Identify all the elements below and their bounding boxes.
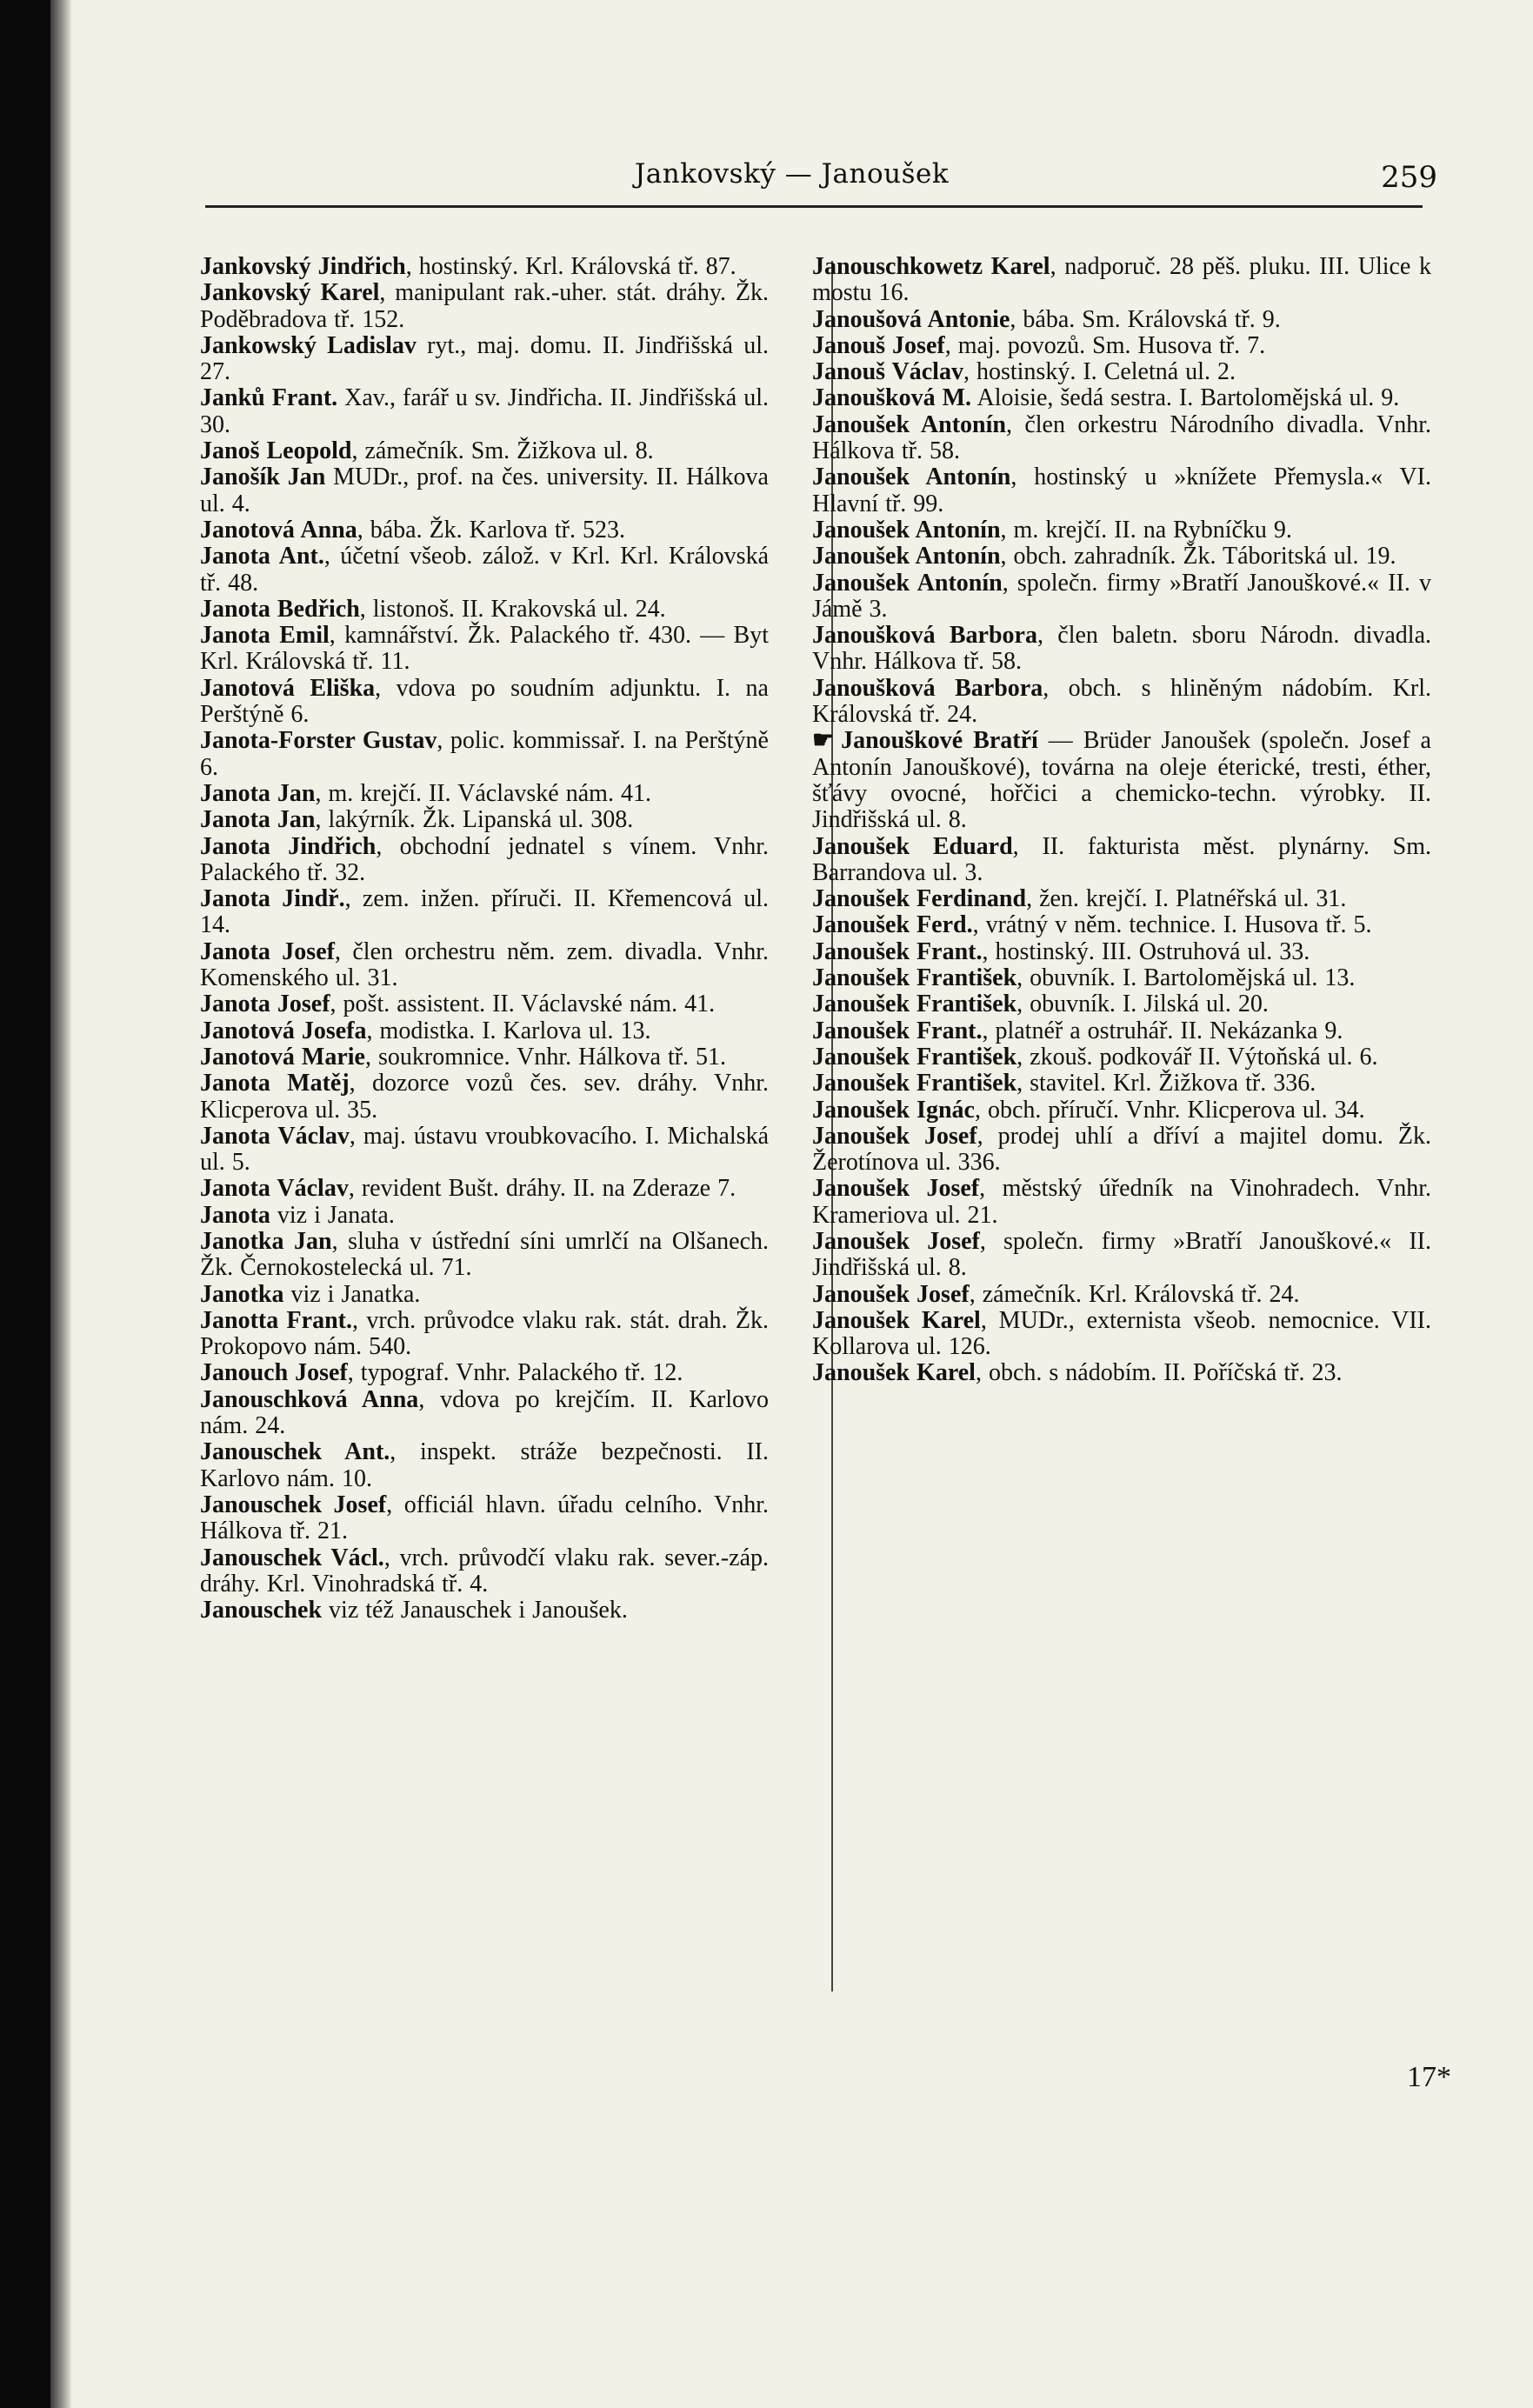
- directory-entry-text: Janotová Eliška, vdova po soudním adjunktu. I. na Perštýně 6.: [200, 674, 769, 729]
- directory-entry: [200, 728, 769, 781]
- directory-entry-text: Janoušová Antonie, bába. Sm. Královská tř. 9.: [812, 305, 1281, 333]
- directory-entry: [200, 1044, 769, 1071]
- directory-entry-text: Janoušek Eduard, II. fakturista měst. plynárny. Sm. Barrandova ul. 3.: [812, 832, 1431, 886]
- directory-entry: [200, 1439, 769, 1492]
- directory-entry: [812, 1018, 1431, 1044]
- directory-entry: [812, 544, 1431, 570]
- directory-entry-text: Janoušek Frant., platnéř a ostruhář. II. Nekázanka 9.: [812, 1017, 1343, 1044]
- directory-entry: [200, 254, 769, 280]
- directory-entry-text: Janoušek Ignác, obch. příručí. Vnhr. Klicperova ul. 34.: [812, 1096, 1365, 1124]
- directory-entry: [200, 886, 769, 939]
- directory-entry-text: Janoš Leopold, zámečník. Sm. Žižkova ul. 8.: [200, 437, 654, 465]
- directory-entry: [200, 280, 769, 333]
- directory-entry-text: Janota Bedřich, listonoš. II. Krakovská ul. 24.: [200, 595, 666, 623]
- directory-entry-text: Janota Jan, lakýrník. Žk. Lipanská ul. 308.: [200, 806, 634, 834]
- directory-entry: [200, 1071, 769, 1124]
- directory-entry: [200, 781, 769, 807]
- directory-entry: [812, 464, 1431, 517]
- directory-entry-text: Janoušek František, obuvník. I. Jilská ul. 20.: [812, 991, 1269, 1018]
- directory-entry-text: Janoušek František, obuvník. I. Bartolomějská ul. 13.: [812, 964, 1356, 992]
- directory-entry-text: Janouš Václav, hostinský. I. Celetná ul. 2.: [812, 358, 1236, 386]
- directory-entry: [812, 254, 1431, 307]
- directory-entry: [200, 1229, 769, 1282]
- directory-entry-text: Janota viz i Janata.: [200, 1201, 395, 1229]
- directory-entry: [812, 965, 1431, 991]
- directory-entry-text: Janouš Josef, maj. povozů. Sm. Husova tř. 7.: [812, 331, 1266, 359]
- directory-entry: [812, 676, 1431, 729]
- directory-entry: [200, 544, 769, 597]
- directory-entry-text: Janota Ant., účetní všeob. zálož. v Krl. Krl. Královská tř. 48.: [200, 543, 769, 597]
- directory-entry-text: Janoušek Josef, městský úředník na Vinohradech. Vnhr. Krameriova ul. 21.: [812, 1175, 1431, 1229]
- directory-entry-text: Janotta Frant., vrch. průvodce vlaku rak. stát. drah. Žk. Prokopovo nám. 540.: [200, 1306, 769, 1361]
- directory-entry: [812, 570, 1431, 624]
- directory-entry: [200, 1203, 769, 1229]
- directory-entry: [200, 1124, 769, 1177]
- left-column: [200, 254, 769, 1624]
- right-column: [812, 254, 1431, 1387]
- directory-entry: [200, 1018, 769, 1044]
- directory-entry-text: Janota Matěj, dozorce vozů čes. sev. dráhy. Vnhr. Klicperova ul. 35.: [200, 1070, 769, 1124]
- directory-entry: [812, 728, 1431, 833]
- directory-entry: [812, 517, 1431, 544]
- pointing-hand-icon: ☛: [812, 727, 835, 755]
- directory-entry-text: Janoušek Antonín, člen orkestru Národního divadla. Vnhr. Hálkova tř. 58.: [812, 410, 1432, 465]
- directory-entry-text: Janouch Josef, typograf. Vnhr. Palackého tř. 12.: [200, 1359, 683, 1387]
- signature-mark: 17*: [1407, 2061, 1451, 2093]
- directory-entry: [812, 1229, 1431, 1282]
- directory-entry-text: Janoušek Ferd., vrátný v něm. technice. I. Husova tř. 5.: [812, 911, 1372, 939]
- directory-entry-text: Janoušek Josef, zámečník. Krl. Královská tř. 24.: [812, 1280, 1300, 1308]
- directory-entry-text: Janota Václav, maj. ústavu vroubkovacího. I. Michalská ul. 5.: [200, 1122, 769, 1177]
- directory-entry-text: Janota Emil, kamnářství. Žk. Palackého tř. 430. — Byt Krl. Královská tř. 11.: [200, 622, 769, 676]
- directory-entry-text: Janota Jan, m. krejčí. II. Václavské nám. 41.: [200, 779, 651, 807]
- directory-entry-text: Jankowský Ladislav ryt., maj. domu. II. Jindřišská ul. 27.: [200, 331, 770, 386]
- directory-entry-text: Janoušek Frant., hostinský. III. Ostruhová ul. 33.: [812, 937, 1310, 965]
- directory-entry: [812, 412, 1431, 465]
- directory-entry-text: Janouškové Bratří — Brüder Janoušek (společn. Josef a Antonín Janouškové), továrna na oleje éterické, tresti, éther, šťávy ovocné, hořčici a chemicko-techn. výrobky. II. Jindřišská ul. 8.: [812, 727, 1431, 834]
- directory-entry: [200, 676, 769, 729]
- directory-entry-text: Janota Václav, revident Bušt. dráhy. II. na Zderaze 7.: [200, 1175, 737, 1203]
- directory-entry: [812, 1308, 1431, 1361]
- directory-entry-text: Jankovský Karel, manipulant rak.-uher. stát. dráhy. Žk. Poděbradova tř. 152.: [200, 279, 769, 333]
- directory-entry: [812, 333, 1431, 359]
- directory-entry: [812, 1097, 1431, 1124]
- directory-entry: [812, 1044, 1431, 1071]
- directory-entry: [200, 1360, 769, 1386]
- book-page: [50, 0, 1533, 2408]
- page-spine-shadow: [50, 0, 71, 2408]
- directory-entry: [812, 385, 1431, 411]
- directory-entry-text: Janoušek Karel, obch. s nádobím. II. Poříčská tř. 23.: [812, 1359, 1343, 1387]
- directory-entry: [200, 597, 769, 623]
- directory-entry-text: Janotová Anna, bába. Žk. Karlova tř. 523.: [200, 516, 625, 544]
- directory-entry-text: Janoušek Antonín, společn. firmy »Bratří Janouškové.« II. v Jámě 3.: [812, 569, 1431, 623]
- directory-entry-text: Janouschek Josef, officiál hlavn. úřadu celního. Vnhr. Hálkova tř. 21.: [200, 1491, 769, 1545]
- directory-entry: [200, 1176, 769, 1202]
- directory-entry-text: Janouschek Ant., inspekt. stráže bezpečnosti. II. Karlovo nám. 10.: [200, 1438, 769, 1492]
- directory-entry: [812, 307, 1431, 333]
- directory-entry: [812, 1124, 1431, 1177]
- directory-entry-text: Janota Jindřich, obchodní jednatel s vínem. Vnhr. Palackého tř. 32.: [200, 832, 769, 886]
- directory-entry-text: Janotová Josefa, modistka. I. Karlova ul. 13.: [200, 1017, 651, 1044]
- directory-entry-text: Janota-Forster Gustav, polic. kommissař. I. na Perštýně 6.: [200, 727, 769, 781]
- directory-entry: [200, 385, 769, 438]
- directory-entry-text: Janoušková Barbora, člen baletn. sboru Národn. divadla. Vnhr. Hálkova tř. 58.: [812, 622, 1432, 676]
- directory-entry: [200, 517, 769, 544]
- directory-entry: [200, 1545, 769, 1598]
- directory-entry-text: Janošík Jan MUDr., prof. na čes. university. II. Hálkova ul. 4.: [200, 464, 769, 517]
- directory-entry-text: Jankovský Jindřich, hostinský. Krl. Královská tř. 87.: [200, 253, 737, 280]
- directory-entry-text: Janouschek Václ., vrch. průvodčí vlaku rak. sever.-záp. dráhy. Krl. Vinohradská tř. 4.: [200, 1544, 769, 1598]
- directory-entry: [812, 991, 1431, 1017]
- directory-entry: [812, 1282, 1431, 1308]
- directory-entry: [812, 886, 1431, 912]
- directory-entry: [812, 359, 1431, 385]
- directory-entry-text: Janota Josef, pošt. assistent. II. Václavské nám. 41.: [200, 991, 716, 1018]
- directory-entry-text: Janotová Marie, soukromnice. Vnhr. Hálkova tř. 51.: [200, 1043, 727, 1071]
- directory-entry: [200, 333, 769, 386]
- directory-entry: [200, 623, 769, 676]
- directory-entry-text: Janoušková Barbora, obch. s hliněným nádobím. Krl. Královská tř. 24.: [812, 674, 1431, 729]
- directory-entry-text: Janoušek Antonín, hostinský u »knížete Přemysla.« VI. Hlavní tř. 99.: [812, 464, 1431, 517]
- directory-entry-text: Janota Josef, člen orchestru něm. zem. divadla. Vnhr. Komenského ul. 31.: [200, 937, 769, 992]
- directory-entry: [812, 1176, 1431, 1229]
- page-header: [50, 158, 1533, 202]
- page-number: 259: [1381, 160, 1437, 195]
- directory-entry-text: Janoušek Josef, prodej uhlí a dříví a majitel domu. Žk. Žerotínova ul. 336.: [812, 1122, 1431, 1177]
- directory-entry: [812, 834, 1431, 887]
- directory-entry: [200, 1387, 769, 1440]
- directory-entry-text: Janoušková M. Aloisie, šedá sestra. I. Bartolomějská ul. 9.: [812, 384, 1400, 412]
- directory-entry-text: Janoušek Josef, společn. firmy »Bratří Janouškové.« II. Jindřišská ul. 8.: [812, 1227, 1431, 1282]
- directory-entry: [200, 1598, 769, 1624]
- directory-entry-text: Janoušek Antonín, obch. zahradník. Žk. Táboritská ul. 19.: [812, 543, 1396, 570]
- directory-entry-text: Janotka Jan, sluha v ústřední síni umrlčí na Olšanech. Žk. Černokostelecká ul. 71.: [200, 1227, 769, 1282]
- directory-entry-text: Janouschková Anna, vdova po krejčím. II. Karlovo nám. 24.: [200, 1385, 769, 1440]
- directory-entry: [812, 939, 1431, 965]
- directory-entry-text: Janků Frant. Xav., farář u sv. Jindřicha. II. Jindřišská ul. 30.: [200, 384, 769, 438]
- directory-entry: [200, 834, 769, 887]
- directory-entry-text: Janoušek Ferdinand, žen. krejčí. I. Platnéřská ul. 31.: [812, 885, 1347, 913]
- directory-entry: [200, 991, 769, 1017]
- directory-entry-text: Janotka viz i Janatka.: [200, 1280, 421, 1308]
- directory-entry-text: Janoušek František, stavitel. Krl. Žižkova tř. 336.: [812, 1070, 1316, 1097]
- directory-entry-text: Janoušek Antonín, m. krejčí. II. na Rybníčku 9.: [812, 516, 1292, 544]
- directory-entry-text: Janouschkowetz Karel, nadporuč. 28 pěš. pluku. III. Ulice k mostu 16.: [812, 253, 1432, 307]
- directory-entry: [200, 1282, 769, 1308]
- directory-entry: [200, 464, 769, 517]
- directory-entry: [812, 623, 1431, 676]
- directory-entry-text: Janoušek Karel, MUDr., externista všeob. nemocnice. VII. Kollarova ul. 126.: [812, 1306, 1431, 1361]
- directory-entry: [200, 438, 769, 464]
- directory-entry: [812, 1360, 1431, 1386]
- directory-entry-text: Janouschek viz též Janauschek i Janoušek.: [200, 1597, 628, 1624]
- directory-entry-text: Janota Jindř., zem. inžen. příruči. II. Křemencová ul. 14.: [200, 885, 769, 939]
- directory-entry: [200, 1492, 769, 1545]
- directory-entry: [200, 939, 769, 992]
- running-head: Jankovský — Janoušek: [634, 158, 950, 190]
- directory-entry: [812, 1071, 1431, 1097]
- directory-entry-text: Janoušek František, zkouš. podkovář II. Výtoňská ul. 6.: [812, 1043, 1378, 1071]
- header-rule: [205, 205, 1423, 208]
- directory-entry: [812, 912, 1431, 938]
- directory-entry: [200, 807, 769, 833]
- directory-entry: [200, 1308, 769, 1361]
